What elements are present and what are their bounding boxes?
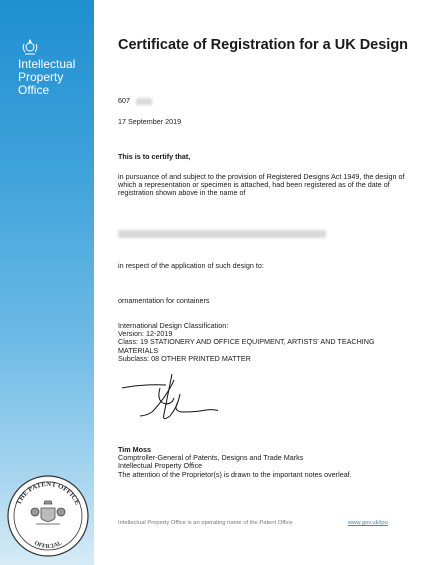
royal-crest-icon [20, 38, 40, 56]
sidebar [0, 0, 94, 565]
classification-subclass: Subclass: 08 OTHER PRINTED MATTER [118, 353, 251, 363]
signatory-role: Comptroller-General of Patents, Designs and Trade Marks [118, 453, 304, 463]
certify-heading: This is to certify that, [118, 152, 191, 161]
signatory-block [118, 446, 410, 479]
office-name-line-1: Intellectual [18, 57, 76, 71]
signatory-name: Tim Moss [118, 445, 152, 454]
footer-link[interactable]: www.gov.uk/ipo [348, 520, 388, 526]
signature [118, 368, 218, 428]
office-name-line-3: Office [18, 83, 50, 97]
signatory-office: Intellectual Property Office [118, 461, 203, 471]
classification-heading: International Design Classification: [118, 321, 229, 330]
respect-line: in respect of the application of such design to: [118, 261, 264, 270]
application-text: ornamentation for containers [118, 296, 210, 305]
office-name-line-2: Property [18, 70, 64, 84]
certificate-title: Certificate of Registration for a UK Design [118, 37, 409, 53]
classification-class: Class: 19 STATIONERY AND OFFICE EQUIPMENT, ARTISTS' AND TEACHING MATERIALS [118, 337, 375, 355]
redacted-number [136, 98, 152, 105]
proprietor-note: The attention of the Proprietor(s) is drawn to the important notes overleaf. [118, 469, 352, 479]
registration-number [118, 97, 410, 105]
office-name [18, 58, 75, 97]
registration-date: 17 September 2019 [118, 117, 182, 126]
classification-version: Version: 12-2019 [118, 329, 173, 339]
patent-office-seal [6, 474, 90, 558]
footer-note: Intellectual Property Office is an operating name of the Patent Office [118, 520, 293, 526]
seal-text: THE PATENT OFFICE [14, 479, 82, 507]
seal-bottom-text: OFFICIAL [33, 540, 63, 551]
redacted-proprietor [118, 230, 326, 238]
registration-number-prefix: 607 [118, 96, 130, 105]
classification-block [118, 322, 410, 363]
pursuance-paragraph: in pursuance of and subject to the provision of Registered Designs Act 1949, the design of which a representation or specimen is attached, had been registered as of the date of registration shown above in the name of [118, 172, 405, 198]
